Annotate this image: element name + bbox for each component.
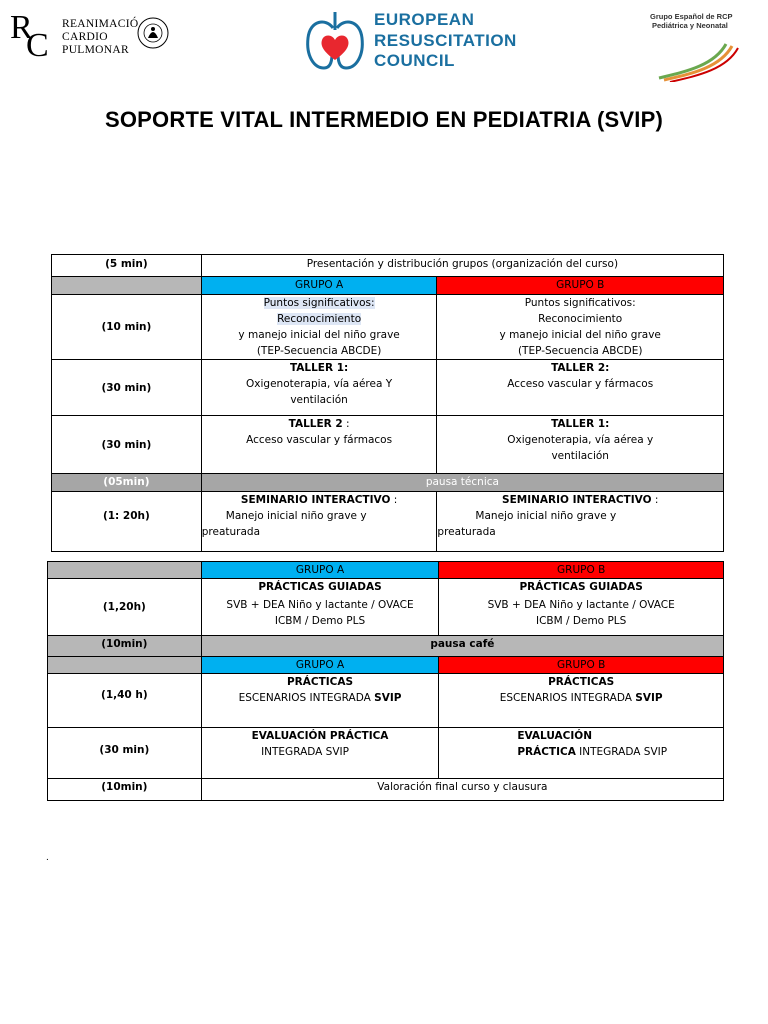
group-a-cell: Puntos significativos: Reconocimiento y manejo inicial del niño grave (TEP-Secuencia ABCDE): [201, 295, 437, 360]
time-cell: (10 min): [52, 295, 202, 360]
table-row: [52, 295, 724, 360]
table-row: [48, 728, 724, 779]
rcp-words: REANIMACIÓ CARDIO PULMONAR: [62, 18, 139, 56]
table-row: [48, 636, 724, 657]
swoosh-icon: [654, 32, 744, 82]
group-b-cell: TALLER 2: Acceso vascular y fármacos: [437, 360, 724, 416]
time-cell: (05min): [52, 474, 202, 492]
group-b-cell: Puntos significativos: Reconocimiento y manejo inicial del niño grave (TEP-Secuencia ABCDE): [437, 295, 724, 360]
time-cell: (30 min): [48, 728, 202, 779]
group-a-cell: PRÁCTICAS GUIADAS SVB + DEA Niño y lactante / OVACE ICBM / Demo PLS: [201, 579, 439, 636]
group-a-cell: PRÁCTICAS ESCENARIOS INTEGRADA SVIP: [201, 674, 439, 728]
seal-icon: [136, 16, 170, 50]
page-header: [0, 0, 768, 90]
time-cell: (5 min): [52, 255, 202, 277]
time-cell: (10min): [48, 636, 202, 657]
group-a-cell: SEMINARIO INTERACTIVO : Manejo inicial niño grave y preaturada: [201, 492, 437, 552]
erc-logo: [302, 8, 532, 74]
table-row: [48, 779, 724, 801]
group-b-cell: SEMINARIO INTERACTIVO : Manejo inicial niño grave y preaturada: [437, 492, 724, 552]
time-cell: (10min): [48, 779, 202, 801]
table-row: [52, 416, 724, 474]
table-row: [52, 474, 724, 492]
time-cell: (30 min): [52, 360, 202, 416]
table-row: [48, 562, 724, 579]
group-b-header: GRUPO B: [439, 562, 724, 579]
table-row: [48, 579, 724, 636]
group-a-cell: TALLER 1: Oxigenoterapia, vía aérea Y ventilación: [201, 360, 437, 416]
group-b-cell: PRÁCTICAS GUIADAS SVB + DEA Niño y lactante / OVACE ICBM / Demo PLS: [439, 579, 724, 636]
group-a-header: GRUPO A: [201, 657, 439, 674]
table-row: [52, 360, 724, 416]
empty-cell: [48, 657, 202, 674]
lungs-heart-icon: [302, 8, 368, 74]
group-a-cell: TALLER 2 : Acceso vascular y fármacos: [201, 416, 437, 474]
group-b-cell: PRÁCTICAS ESCENARIOS INTEGRADA SVIP: [439, 674, 724, 728]
page-title: SOPORTE VITAL INTERMEDIO EN PEDIATRIA (SVIP): [104, 107, 664, 132]
table-row: [52, 255, 724, 277]
gerp-logo: [640, 10, 760, 82]
time-cell: (1,20h): [48, 579, 202, 636]
break-cell: pausa café: [201, 636, 723, 657]
gerp-name: Grupo Español de RCP Pediátrica y Neonatal: [650, 12, 733, 30]
group-b-cell: EVALUACIÓN PRÁCTICA INTEGRADA SVIP: [439, 728, 724, 779]
group-b-cell: TALLER 1: Oxigenoterapia, vía aérea y ventilación: [437, 416, 724, 474]
time-cell: (30 min): [52, 416, 202, 474]
footnote-dot: .: [46, 852, 49, 863]
table-row: [52, 277, 724, 295]
break-cell: pausa técnica: [201, 474, 723, 492]
empty-cell: [48, 562, 202, 579]
group-b-header: GRUPO B: [439, 657, 724, 674]
time-cell: (1: 20h): [52, 492, 202, 552]
erc-name: EUROPEAN RESUSCITATION COUNCIL: [374, 10, 517, 70]
group-a-header: GRUPO A: [201, 562, 439, 579]
table-row: [48, 674, 724, 728]
group-b-header: GRUPO B: [437, 277, 724, 295]
group-a-cell: EVALUACIÓN PRÁCTICA INTEGRADA SVIP: [201, 728, 439, 779]
activity-cell: Valoración final curso y clausura: [201, 779, 723, 801]
activity-cell: Presentación y distribución grupos (organización del curso): [201, 255, 723, 277]
table-row: [48, 657, 724, 674]
group-a-header: GRUPO A: [201, 277, 437, 295]
rcp-logo: R C REANIMACIÓ CARDIO PULMONAR: [10, 12, 170, 68]
table-row: [52, 492, 724, 552]
time-cell: (1,40 h): [48, 674, 202, 728]
schedule-table-morning: [51, 254, 724, 552]
schedule-table-afternoon: [47, 561, 724, 801]
empty-cell: [52, 277, 202, 295]
